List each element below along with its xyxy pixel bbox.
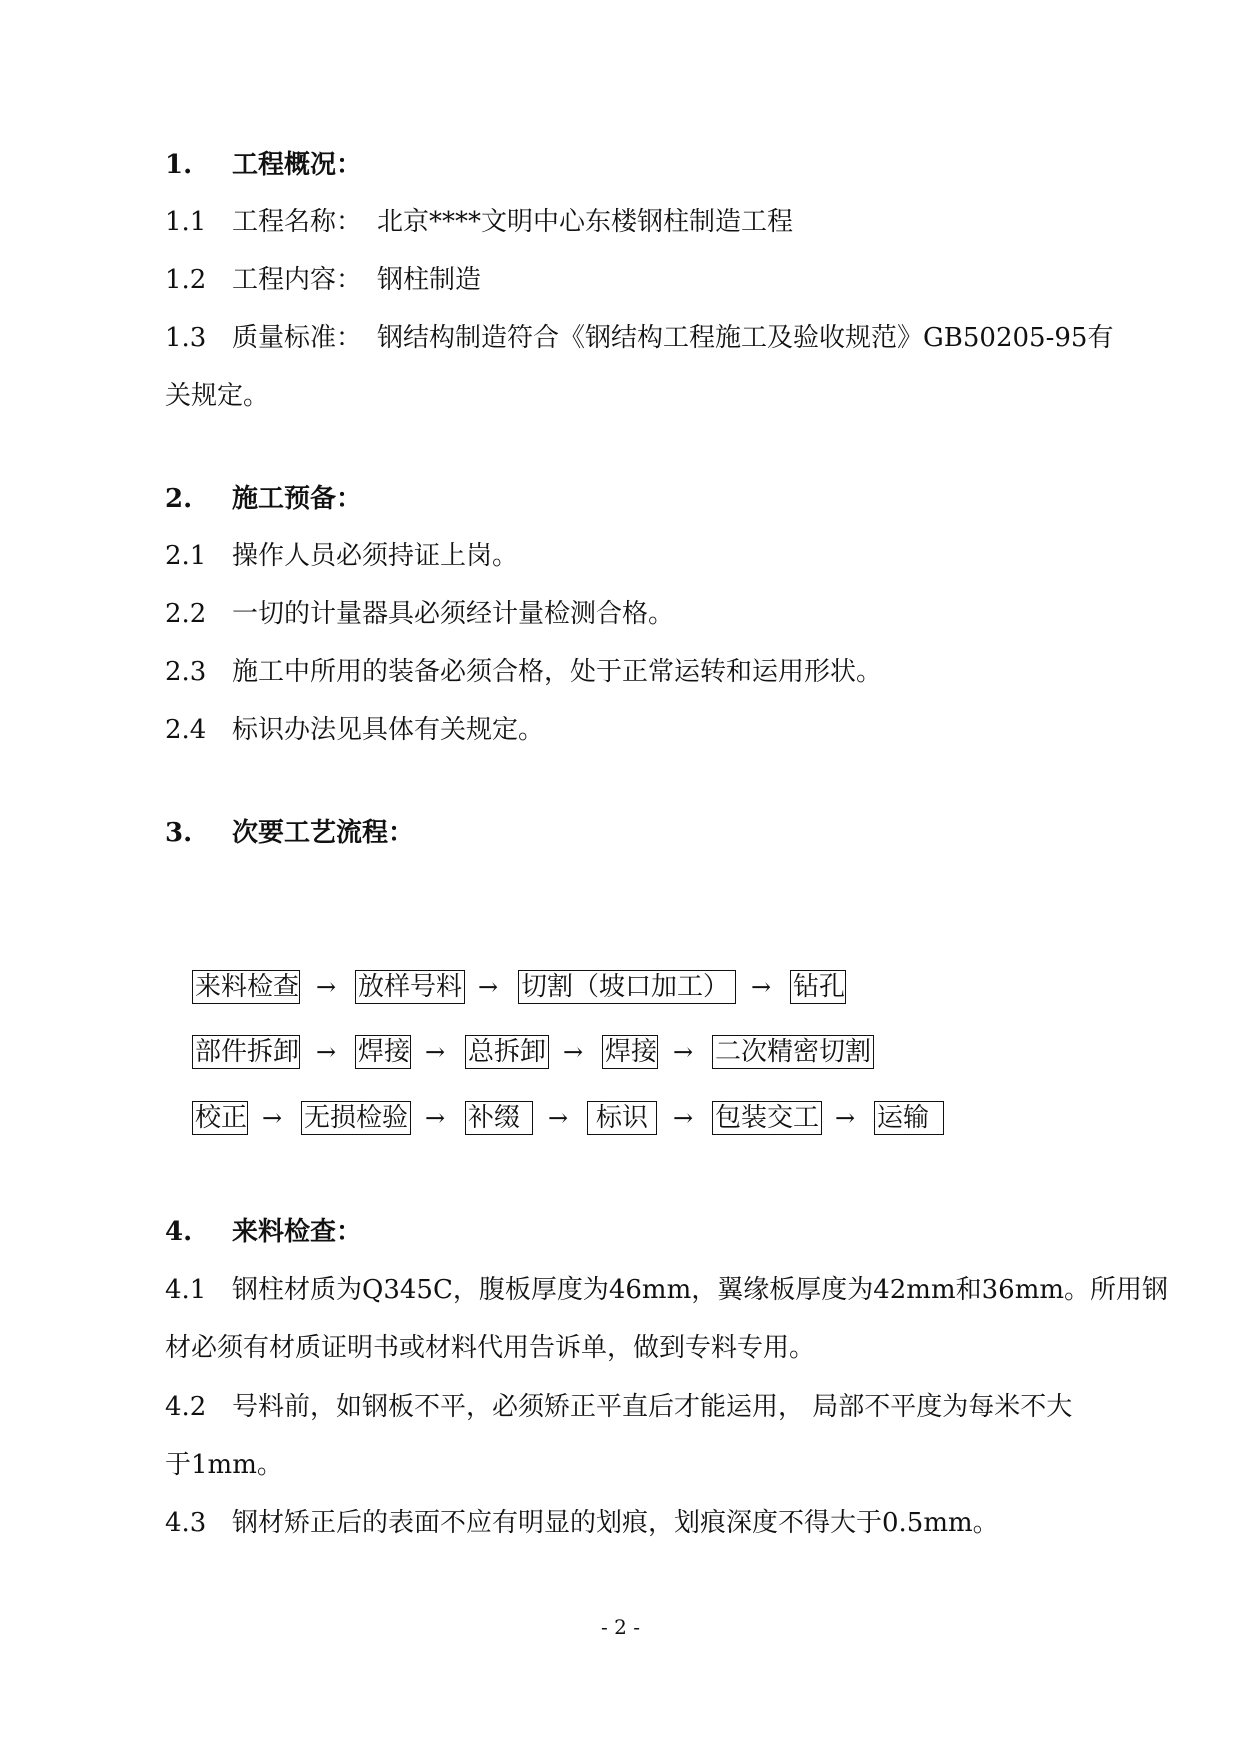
item-number: 2.1: [165, 541, 207, 571]
arrow-icon: →: [425, 1104, 446, 1132]
item-text: 北京****文明中心东楼钢柱制造工程: [377, 207, 794, 237]
flow-step: 钻孔: [790, 970, 846, 1004]
arrow-icon: →: [673, 1104, 694, 1132]
section-title: 施工预备：: [232, 484, 363, 514]
section-title: 来料检查：: [232, 1217, 363, 1247]
item-continuation: 于1mm。: [165, 1450, 283, 1480]
section-number: 3.: [165, 818, 193, 848]
item-text: 钢结构制造符合《钢结构工程施工及验收规范》GB50205-95有: [377, 323, 1114, 353]
section-title: 工程概况：: [232, 150, 363, 180]
flow-step: 包装交工: [712, 1101, 822, 1135]
flow-step: 校正: [192, 1101, 248, 1135]
item-number: 2.3: [165, 657, 207, 687]
item-text: 一切的计量器具必须经计量检测合格。: [232, 599, 675, 629]
item-text: 号料前，如钢板不平，必须矫正平直后才能运用， 局部不平度为每米不大: [232, 1392, 1073, 1422]
section-number: 2.: [165, 484, 193, 514]
flow-step: 放样号料: [355, 970, 465, 1004]
flow-step: 补缀: [465, 1101, 533, 1135]
item-text: 施工中所用的装备必须合格，处于正常运转和运用形状。: [232, 657, 883, 687]
item-number: 1.1: [165, 207, 207, 237]
arrow-icon: →: [478, 973, 499, 1001]
section-number: 1.: [165, 150, 193, 180]
arrow-icon: →: [548, 1104, 569, 1132]
arrow-icon: →: [835, 1104, 856, 1132]
item-number: 2.4: [165, 715, 207, 745]
item-text: 钢柱制造: [377, 265, 482, 295]
arrow-icon: →: [262, 1104, 283, 1132]
flow-step: 二次精密切割: [712, 1035, 874, 1069]
arrow-icon: →: [316, 973, 337, 1001]
section-number: 4.: [165, 1217, 193, 1247]
item-number: 1.3: [165, 323, 207, 353]
section-title: 次要工艺流程：: [232, 818, 415, 848]
item-label: 质量标准：: [232, 323, 363, 353]
item-continuation: 材必须有材质证明书或材料代用告诉单，做到专料专用。: [165, 1333, 816, 1363]
item-number: 4.3: [165, 1508, 207, 1538]
flow-step: 焊接: [355, 1035, 411, 1069]
arrow-icon: →: [673, 1038, 694, 1066]
item-number: 4.2: [165, 1392, 207, 1422]
flow-step: 来料检查: [192, 970, 300, 1004]
flow-step: 标识: [587, 1101, 657, 1135]
flow-step: 无损检验: [301, 1101, 411, 1135]
arrow-icon: →: [751, 973, 772, 1001]
flow-step: 总拆卸: [465, 1035, 549, 1069]
item-label: 工程名称：: [232, 207, 363, 237]
flow-step: 焊接: [602, 1035, 658, 1069]
item-text: 钢柱材质为Q345C，腹板厚度为46mm，翼缘板厚度为42mm和36mm。所用钢: [232, 1275, 1169, 1305]
item-text: 标识办法见具体有关规定。: [232, 715, 545, 745]
item-number: 1.2: [165, 265, 207, 295]
page-number: - 2 -: [601, 1615, 640, 1639]
item-label: 工程内容：: [232, 265, 363, 295]
arrow-icon: →: [425, 1038, 446, 1066]
item-continuation: 关规定。: [165, 381, 270, 411]
flow-step: 部件拆卸: [192, 1035, 300, 1069]
arrow-icon: →: [563, 1038, 584, 1066]
item-number: 2.2: [165, 599, 207, 629]
flow-step: 切割（坡口加工）: [518, 970, 736, 1004]
arrow-icon: →: [316, 1038, 337, 1066]
flow-step: 运输: [874, 1101, 944, 1135]
item-text: 钢材矫正后的表面不应有明显的划痕，划痕深度不得大于0.5mm。: [232, 1508, 999, 1538]
item-number: 4.1: [165, 1275, 207, 1305]
item-text: 操作人员必须持证上岗。: [232, 541, 519, 571]
